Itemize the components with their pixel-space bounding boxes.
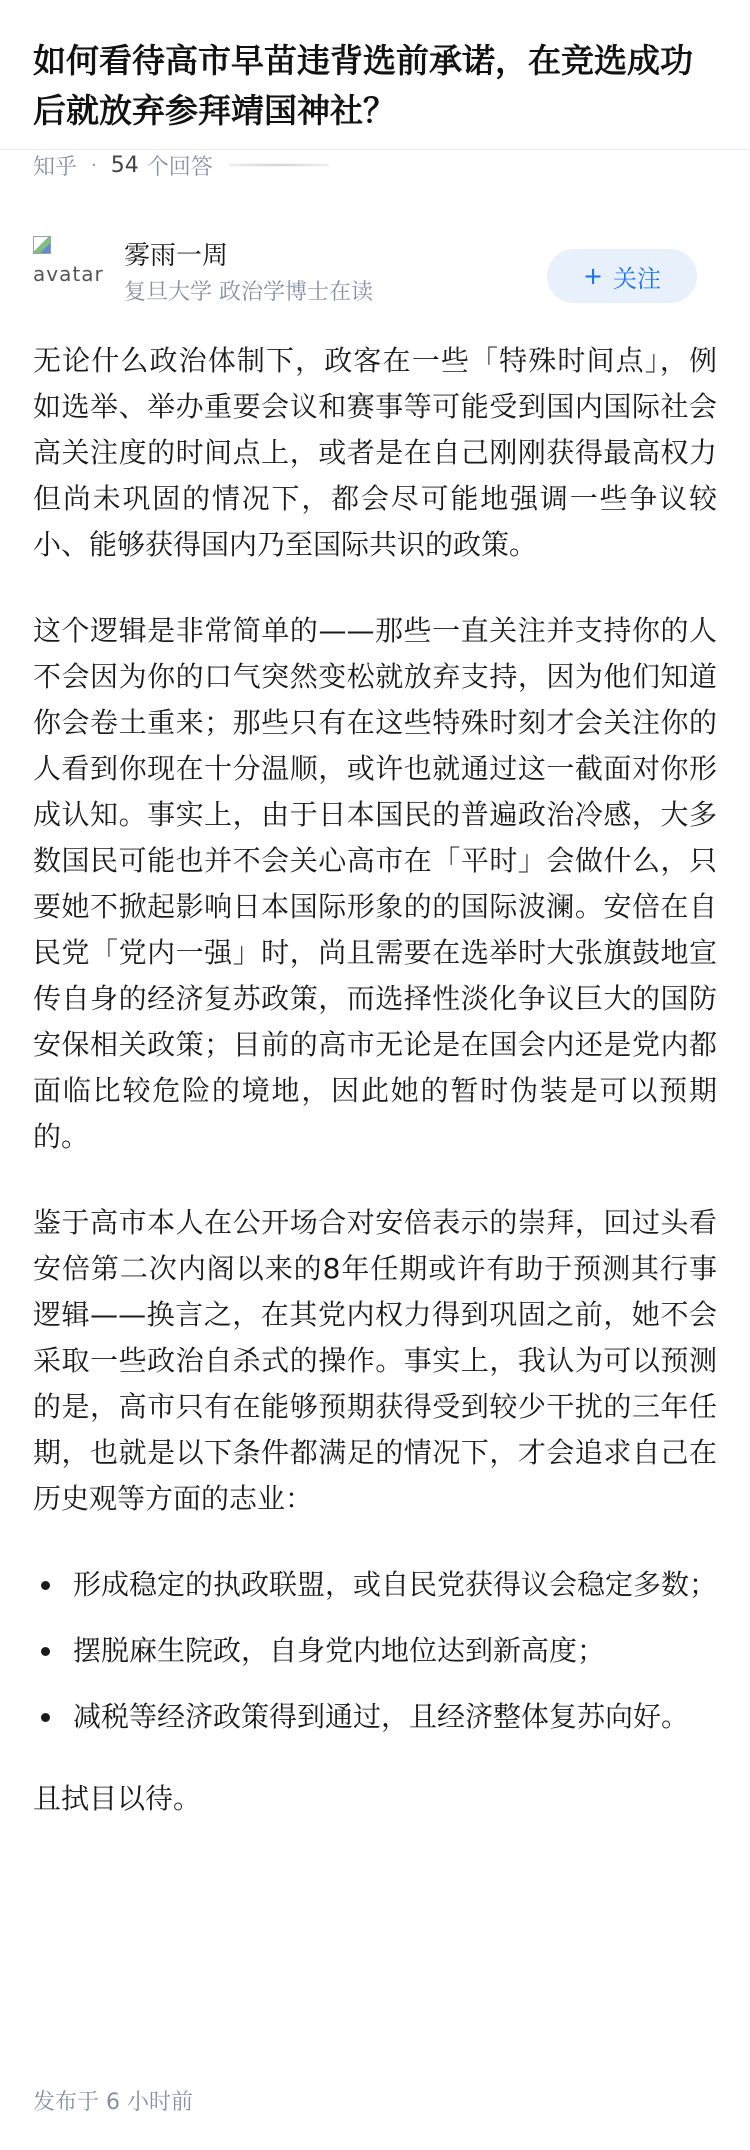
answer-paragraph: 这个逻辑是非常简单的——那些一直关注并支持你的人不会因为你的口气突然变松就放弃支持，因为他们知道你会卷土重来；那些只有在这些特殊时刻才会关注你的人看到你现在十分温顺，或许也就通过这一截面对你形成认知。事实上，由于日本国民的普遍政治冷感，大多数国民可能也并不会关心高市在「平时」会做什么，只要她不掀起影响日本国际形象的的国际波澜。安倍在自民党「党内一强」时，尚且需要在选举时大张旗鼓地宣传自身的经济复苏政策，而选择性淡化争议巨大的国防安保相关政策；目前的高市无论是在国会内还是党内都面临比较危险的境地，因此她的暂时伪装是可以预期的。 — [33, 614, 717, 1153]
avatar-alt-text: avatar — [33, 262, 104, 286]
meta-separator: · — [91, 154, 97, 176]
broken-image-icon — [33, 236, 51, 254]
answer-paragraph: 鉴于高市本人在公开场合对安倍表示的崇拜，回过头看安倍第二次内阁以来的8年任期或许有助于预测其行事逻辑——换言之，在其党内权力得到巩固之前，她不会采取一些政治自杀式的操作。事实上，我认为可以预测的是，高市只有在能够预期获得受到较少干扰的三年任期，也就是以下条件都满足的情况下，才会追求自己在历史观等方面的志业： — [33, 1206, 717, 1515]
list-item: 形成稳定的执政联盟，或自民党获得议会稳定多数； — [33, 1562, 717, 1608]
question-meta — [33, 148, 717, 182]
author-name[interactable]: 雾雨一周 — [124, 241, 229, 271]
author-bio: 复旦大学 政治学博士在读 — [124, 280, 373, 305]
plus-icon: + — [582, 262, 604, 290]
author-row — [0, 230, 750, 310]
follow-label: 关注 — [613, 264, 662, 293]
blurred-meta-icon — [229, 164, 329, 166]
follow-button[interactable] — [547, 249, 697, 303]
conditions-list — [33, 1562, 717, 1740]
list-item: 减税等经济政策得到通过，且经济整体复苏向好。 — [33, 1694, 717, 1740]
publish-time: 发布于 6 小时前 — [33, 2090, 193, 2115]
answer-content — [33, 338, 717, 1862]
question-header — [0, 0, 750, 180]
answer-count-label[interactable]: 个回答 — [146, 154, 213, 180]
avatar[interactable] — [33, 236, 104, 296]
question-title[interactable]: 如何看待高市早苗违背选前承诺，在竞选成功后就放弃参拜靖国神社？ — [33, 41, 693, 130]
answer-closing: 且拭目以待。 — [33, 1782, 202, 1815]
source-label[interactable]: 知乎 — [33, 154, 78, 180]
answer-count[interactable]: 54 — [110, 152, 139, 178]
answer-paragraph: 无论什么政治体制下，政客在一些「特殊时间点」，例如选举、举办重要会议和赛事等可能受到国内国际社会高关注度的时间点上，或者是在自己刚刚获得最高权力但尚未巩固的情况下，都会尽可能地强调一些争议较小、能够获得国内乃至国际共识的政策。 — [33, 344, 717, 561]
list-item: 摆脱麻生院政，自身党内地位达到新高度； — [33, 1628, 717, 1674]
